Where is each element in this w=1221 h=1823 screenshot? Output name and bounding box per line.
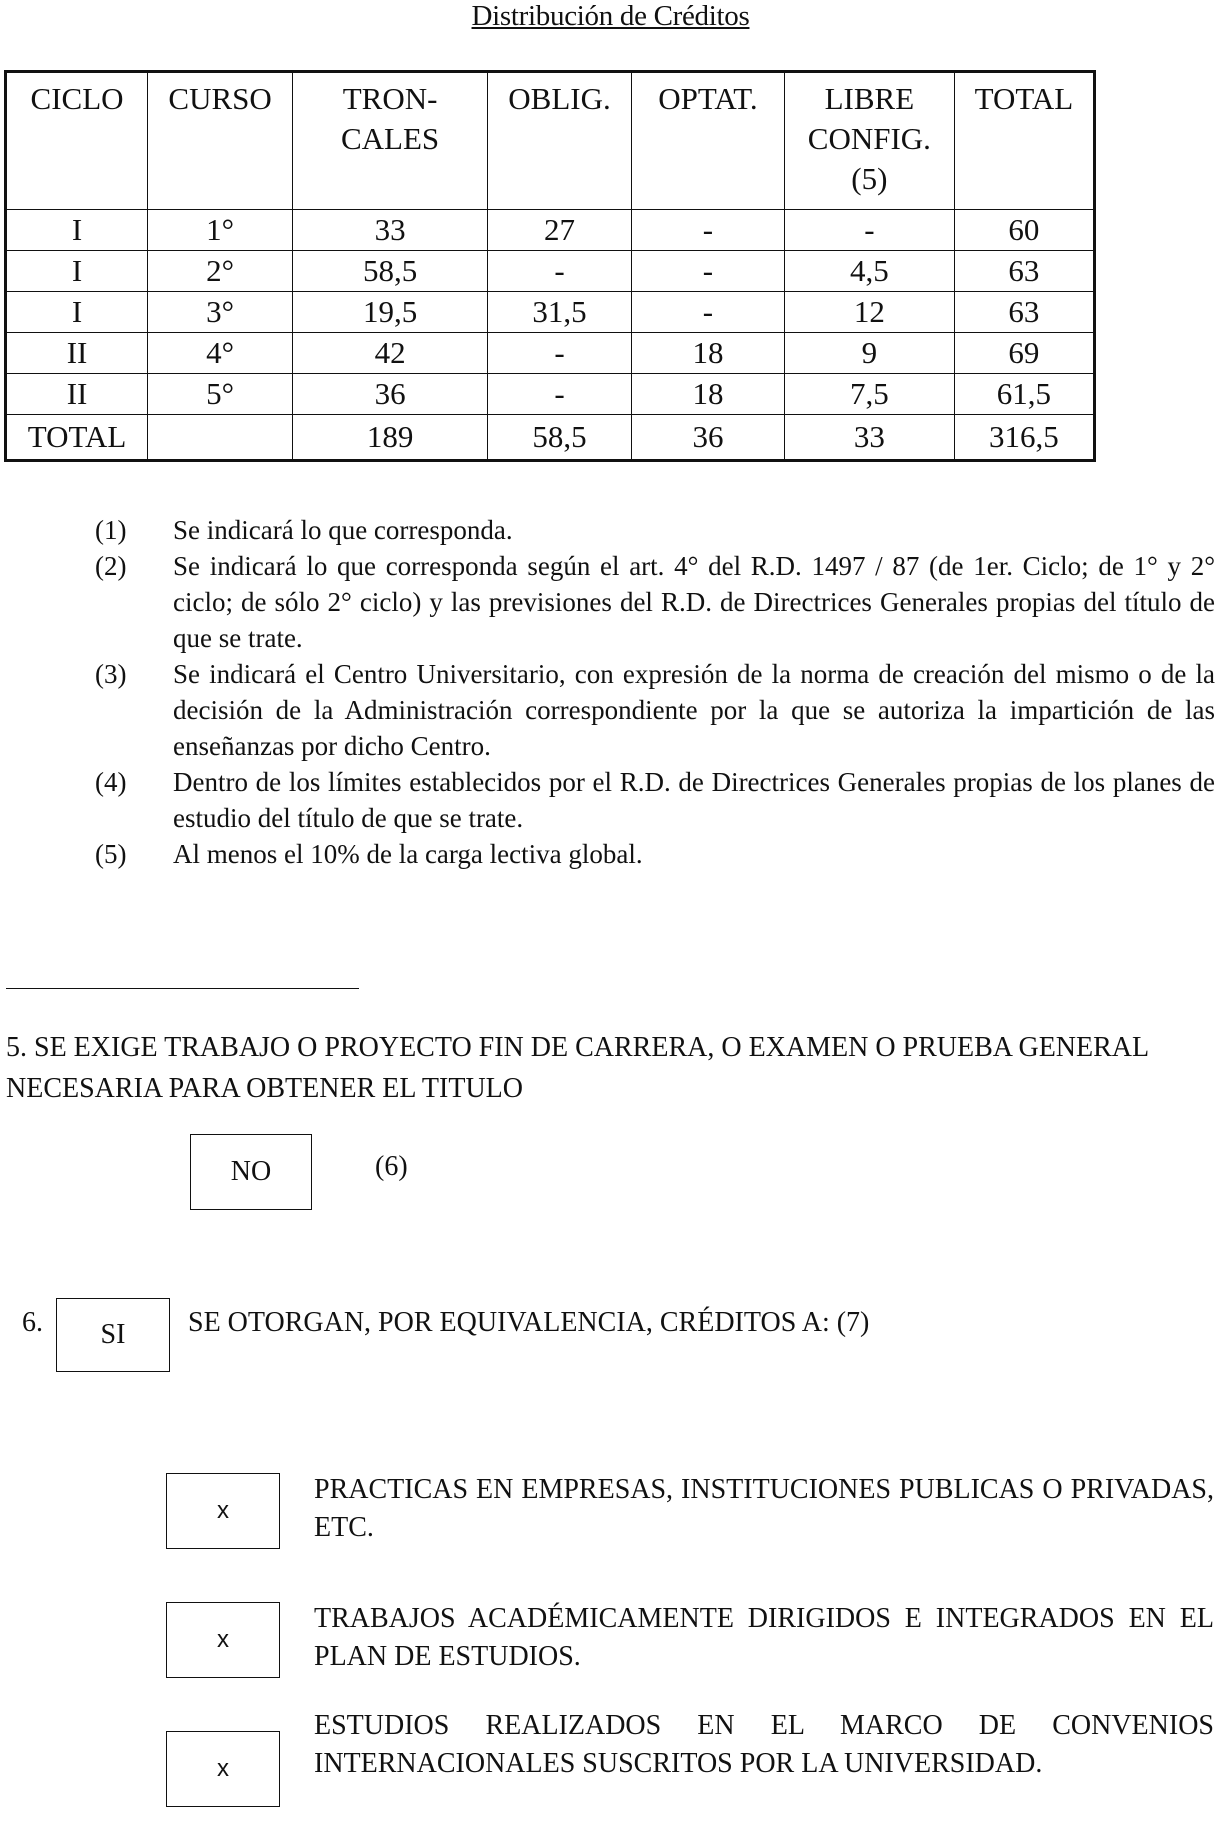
footnote-item bbox=[95, 512, 1215, 548]
table-cell: 4° bbox=[148, 333, 293, 374]
section-6-answer-box: SI bbox=[56, 1298, 170, 1372]
total-cell: 58,5 bbox=[487, 415, 631, 460]
table-cell: 63 bbox=[954, 292, 1093, 333]
footnotes bbox=[95, 512, 1215, 872]
footnote-item bbox=[95, 548, 1215, 656]
table-cell: 12 bbox=[784, 292, 954, 333]
table-cell: - bbox=[632, 292, 785, 333]
table-cell: 3° bbox=[148, 292, 293, 333]
section-6-heading: SE OTORGAN, POR EQUIVALENCIA, CRÉDITOS A: (7) bbox=[188, 1307, 870, 1338]
footnote-divider bbox=[6, 988, 359, 989]
option-checkbox-estudios: x bbox=[166, 1731, 280, 1807]
table-cell: 5° bbox=[148, 374, 293, 415]
table-cell: 18 bbox=[632, 333, 785, 374]
footnote-number: (2) bbox=[95, 551, 127, 581]
table-cell: 4,5 bbox=[784, 251, 954, 292]
section-5-answer-box: NO bbox=[190, 1134, 312, 1210]
total-cell: 316,5 bbox=[954, 415, 1093, 460]
table-row bbox=[7, 374, 1094, 415]
table-cell: 36 bbox=[293, 374, 488, 415]
total-cell: TOTAL bbox=[7, 415, 148, 460]
table-cell: 27 bbox=[487, 210, 631, 251]
table-cell: 58,5 bbox=[293, 251, 488, 292]
header-libre-config: LIBRE CONFIG. (5) bbox=[784, 73, 954, 210]
option-checkbox-trabajos: x bbox=[166, 1602, 280, 1678]
footnote-text: Se indicará el Centro Universitario, con expresión de la norma de creación del mismo o de la decisión de la Administración correspondiente por la que se autoriza la impartición de las enseñanzas por dicho Centro. bbox=[173, 659, 1215, 761]
footnote-item bbox=[95, 764, 1215, 836]
option-label-trabajos: TRABAJOS ACADÉMICAMENTE DIRIGIDOS E INTEGRADOS EN EL PLAN DE ESTUDIOS. bbox=[314, 1603, 1214, 1672]
table-cell: 42 bbox=[293, 333, 488, 374]
table-row bbox=[7, 210, 1094, 251]
table-cell: 60 bbox=[954, 210, 1093, 251]
document-title: Distribución de Créditos bbox=[471, 0, 750, 32]
footnote-number: (3) bbox=[95, 659, 127, 689]
table-cell: - bbox=[632, 251, 785, 292]
option-label-practicas: PRACTICAS EN EMPRESAS, INSTITUCIONES PUBLICAS O PRIVADAS, ETC. bbox=[314, 1474, 1214, 1543]
footnote-item bbox=[95, 836, 1215, 872]
header-ciclo: CICLO bbox=[7, 73, 148, 210]
option-checkbox-practicas: x bbox=[166, 1473, 280, 1549]
footnote-text: Se indicará lo que corresponda según el art. 4° del R.D. 1497 / 87 (de 1er. Ciclo; de 1° y 2° ciclo; de sólo 2° ciclo) y las previsiones del R.D. de Directrices Generales propias del título de que se trate. bbox=[173, 551, 1215, 653]
table-cell: 61,5 bbox=[954, 374, 1093, 415]
table-cell: - bbox=[487, 251, 631, 292]
header-troncales: TRON- CALES bbox=[293, 73, 488, 210]
table-cell: 7,5 bbox=[784, 374, 954, 415]
option-label-estudios: ESTUDIOS REALIZADOS EN EL MARCO DE CONVENIOS INTERNACIONALES SUSCRITOS POR LA UNIVERSIDAD. bbox=[314, 1710, 1214, 1779]
footnote-text: Dentro de los límites establecidos por el R.D. de Directrices Generales propias de los planes de estudio del título de que se trate. bbox=[173, 767, 1215, 833]
header-oblig: OBLIG. bbox=[487, 73, 631, 210]
footnote-text: Al menos el 10% de la carga lectiva global. bbox=[173, 839, 643, 869]
footnote-number: (1) bbox=[95, 515, 127, 545]
table-cell: 19,5 bbox=[293, 292, 488, 333]
table-cell: 1° bbox=[148, 210, 293, 251]
table-cell: II bbox=[7, 333, 148, 374]
total-cell: 189 bbox=[293, 415, 488, 460]
table-cell: II bbox=[7, 374, 148, 415]
table-header-row bbox=[7, 73, 1094, 210]
section-5-note-ref: (6) bbox=[375, 1151, 408, 1182]
total-cell: 33 bbox=[784, 415, 954, 460]
table-cell: - bbox=[784, 210, 954, 251]
total-cell: 36 bbox=[632, 415, 785, 460]
table-row bbox=[7, 333, 1094, 374]
footnote-number: (4) bbox=[95, 767, 127, 797]
header-optat: OPTAT. bbox=[632, 73, 785, 210]
table-cell: 9 bbox=[784, 333, 954, 374]
table-cell: I bbox=[7, 292, 148, 333]
section-6-number: 6. bbox=[22, 1307, 43, 1338]
header-curso: CURSO bbox=[148, 73, 293, 210]
table-cell: 33 bbox=[293, 210, 488, 251]
credits-table bbox=[6, 72, 1094, 460]
table-cell: - bbox=[632, 210, 785, 251]
table-row bbox=[7, 292, 1094, 333]
table-cell: - bbox=[487, 333, 631, 374]
table-total-row bbox=[7, 415, 1094, 460]
table-cell: I bbox=[7, 251, 148, 292]
table-row bbox=[7, 251, 1094, 292]
table-cell: 2° bbox=[148, 251, 293, 292]
footnote-item bbox=[95, 656, 1215, 764]
table-cell: - bbox=[487, 374, 631, 415]
table-cell: 31,5 bbox=[487, 292, 631, 333]
table-cell: 18 bbox=[632, 374, 785, 415]
table-cell: 63 bbox=[954, 251, 1093, 292]
table-cell: I bbox=[7, 210, 148, 251]
table-cell: 69 bbox=[954, 333, 1093, 374]
header-total: TOTAL bbox=[954, 73, 1093, 210]
section-5-question: 5. SE EXIGE TRABAJO O PROYECTO FIN DE CARRERA, O EXAMEN O PRUEBA GENERAL NECESARIA PARA OBTENER EL TITULO bbox=[6, 1032, 1149, 1104]
footnote-number: (5) bbox=[95, 839, 127, 869]
total-cell bbox=[148, 415, 293, 460]
footnote-text: Se indicará lo que corresponda. bbox=[173, 515, 513, 545]
